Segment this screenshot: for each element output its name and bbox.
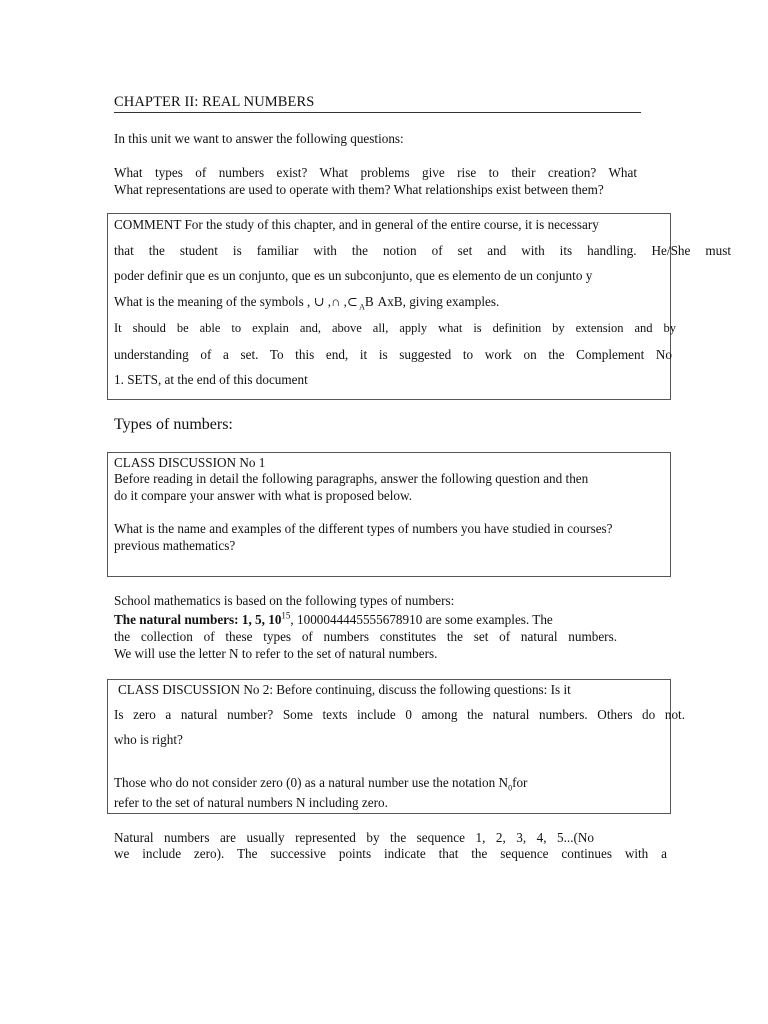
section-heading: Types of numbers: — [114, 416, 233, 433]
discussion-2-line-1: CLASS DISCUSSION No 2: Before continuing, discuss the following questions: Is it — [118, 682, 571, 697]
school-line-3: the collection of these types of numbers constitutes the set of natural numbers. — [114, 629, 617, 644]
discussion-2-line-4 — [114, 775, 527, 791]
comment-line-5: It should be able to explain and, above all, apply what is definition by extension and by — [114, 321, 676, 335]
comment-line-1: COMMENT For the study of this chapter, and in general of the entire course, it is necessary — [114, 217, 599, 232]
natural-numbers-bold: The natural numbers: 1, 5, 10 — [114, 612, 282, 627]
questions-line-2: What representations are used to operate with them? What relationships exist between them? — [114, 182, 604, 197]
discussion-1-line-1: Before reading in detail the following paragraphs, answer the following question and then — [114, 471, 589, 486]
exponent: 15 — [281, 610, 291, 621]
symbol-subset-a: A — [359, 302, 365, 312]
notation-tail: for — [512, 775, 528, 790]
school-line-4: We will use the letter N to refer to the set of natural numbers. — [114, 646, 438, 661]
discussion-1-line-3: What is the name and examples of the different types of numbers you have studied in courses? — [114, 521, 613, 536]
intro-text: In this unit we want to answer the following questions: — [114, 131, 404, 146]
discussion-1-line-4: previous mathematics? — [114, 538, 236, 553]
discussion-2-box — [107, 679, 671, 814]
symbol-b: B — [364, 294, 374, 309]
discussion-1-label: CLASS DISCUSSION No 1 — [114, 455, 266, 470]
closing-line-2: we include zero). The successive points indicate that the sequence continues with a — [114, 846, 667, 861]
comment-symbols-question: What is the meaning of the symbols , — [114, 294, 311, 309]
discussion-2-line-3: who is right? — [114, 732, 183, 747]
discussion-2-line-5: refer to the set of natural numbers N including zero. — [114, 795, 388, 810]
notation-subscript: 0 — [508, 783, 513, 793]
comment-line-4 — [114, 294, 499, 310]
school-line-1: School mathematics is based on the following types of numbers: — [114, 593, 455, 608]
comment-line-6: understanding of a set. To this end, it is suggested to work on the Complement No — [114, 347, 672, 362]
set-symbols: ∪ ,∩ ,⊂ — [313, 294, 358, 309]
discussion-2-line-2: Is zero a natural number? Some texts include 0 among the natural numbers. Others do not. — [114, 707, 685, 722]
symbol-axb: AxB — [377, 294, 403, 309]
questions-line-1: What types of numbers exist? What problems give rise to their creation? What — [114, 165, 637, 180]
comment-symbols-tail: , giving examples. — [402, 294, 500, 309]
discussion-1-line-2: do it compare your answer with what is proposed below. — [114, 488, 412, 503]
comment-line-2: that the student is familiar with the notion of set and with its handling. He/She must — [114, 243, 731, 258]
comment-line-7: 1. SETS, at the end of this document — [114, 372, 308, 387]
closing-line-1: Natural numbers are usually represented by the sequence 1, 2, 3, 4, 5...(No — [114, 830, 594, 845]
school-line-2 — [114, 612, 637, 628]
school-line-2-rest: , 1000044445555678910 are some examples. The — [290, 612, 553, 627]
chapter-title: CHAPTER II: REAL NUMBERS — [114, 94, 641, 113]
comment-line-3: poder definir que es un conjunto, que es un subconjunto, que es elemento de un conjunto y — [114, 268, 593, 283]
notation-text: Those who do not consider zero (0) as a natural number use the notation N — [114, 775, 509, 790]
